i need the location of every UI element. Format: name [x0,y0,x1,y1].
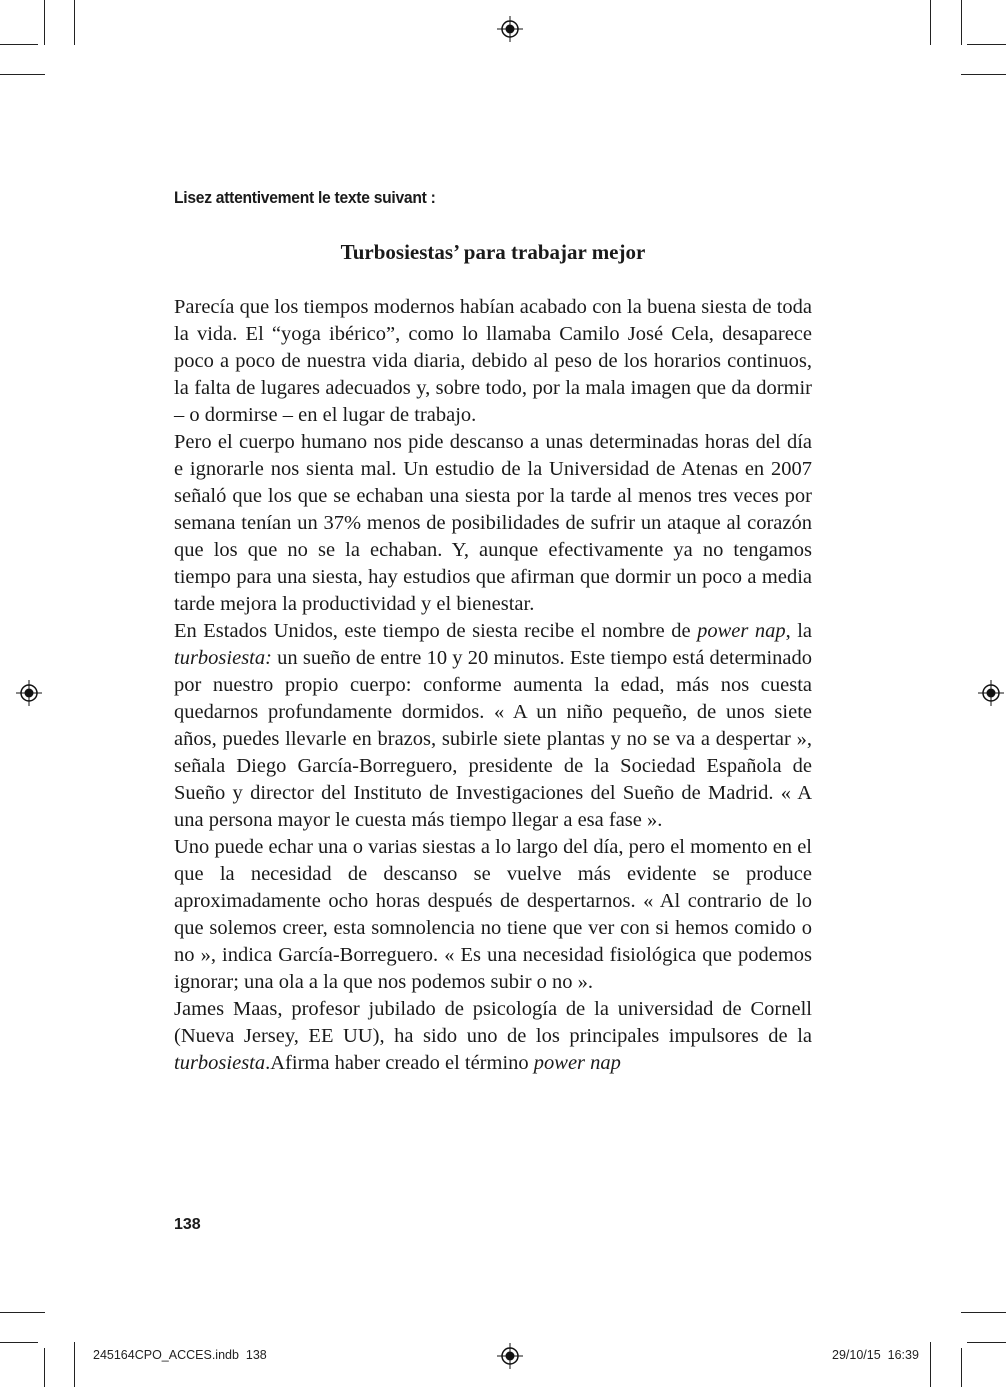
registration-mark-icon [978,680,1004,706]
article-body [174,294,812,1077]
paragraph [174,834,812,996]
crop-mark [961,1348,962,1387]
italic-run: power nap [533,1052,621,1074]
paragraph [174,618,812,834]
crop-mark [0,74,45,75]
page-number: 138 [174,1216,201,1233]
slug-timestamp [832,1348,919,1362]
paragraph [174,429,812,618]
crop-mark [967,44,1006,45]
italic-run: turbosiesta: [174,647,272,669]
crop-mark [0,1312,45,1313]
text-run: Uno puede echar una o varias siestas a lo largo del día, pero el momento en el que la necesidad de descanso se vuelve más evidente se produce aproximadamente ocho horas después de despertarnos. « Al contrario de lo que solemos creer, esta somnolencia no tiene que ver con si hemos comido o no », indica García-Borreguero. « Es una necesidad fisiológica que podemos ignorar; una ola a la que nos podemos subir o no ». [174,836,812,993]
instruction-heading: Lisez attentivement le texte suivant : [174,188,436,207]
text-run: En Estados Unidos, este tiempo de siesta recibe el nombre de [174,620,698,642]
crop-mark [44,0,45,45]
slug-date: 29/10/15 [832,1348,881,1362]
crop-mark [74,1342,75,1387]
article-title: Turbosiestas’ para trabajar mejor [340,240,646,264]
crop-mark [961,74,1006,75]
slug-file [93,1348,267,1362]
text-run: Parecía que los tiempos modernos habían acabado con la buena siesta de toda la vida. El “yoga ibérico”, como lo llamaba Camilo José Cela, desaparece poco a poco de nuestra vida diaria, debido al peso de los horarios continuos, la falta de lugares adecuados y, sobre todo, por la mala imagen que da dormir – o dormirse – en el lugar de trabajo. [174,296,812,426]
slug-filename: 245164CPO_ACCES.indb [93,1348,239,1362]
paragraph [174,996,812,1077]
registration-mark-icon [497,1343,523,1369]
text-run: Pero el cuerpo humano nos pide descanso a unas determinadas horas del día e ignorarle nos sienta mal. Un estudio de la Universidad de Atenas en 2007 señaló que los que se echaban una siesta por la tarde al menos tres veces por semana tenían un 37% menos de posibilidades de sufrir un ataque al corazón que los que no se la echaban. Y, aunque efectivamente ya no tengamos tiempo para una siesta, hay estudios que afirman que dormir un poco a media tarde mejora la productividad y el bienestar. [174,431,812,615]
crop-mark [930,0,931,45]
crop-mark [930,1342,931,1387]
text-run: , la [785,620,813,642]
registration-mark-icon [497,16,523,42]
crop-mark [961,0,962,45]
registration-mark-icon [16,680,42,706]
text-run: James Maas, profesor jubilado de psicología de la universidad de Cornell (Nueva Jersey, EE UU), ha sido uno de los principales impulsores de la [174,998,812,1047]
crop-mark [967,1342,1006,1343]
slug-page: 138 [245,1348,267,1362]
crop-mark [44,1348,45,1387]
crop-mark [961,1312,1006,1313]
italic-run: turbosiesta [174,1052,266,1074]
text-run: .Afirma haber creado el término [265,1052,534,1074]
slug-time: 16:39 [887,1348,919,1362]
crop-mark [74,0,75,45]
paragraph [174,294,812,429]
crop-mark [0,44,38,45]
text-run: un sueño de entre 10 y 20 minutos. Este tiempo está determinado por nuestro propio cuerpo: conforme aumenta la edad, más nos cuesta quedarnos profundamente dormidos. « A un niño pequeño, de unos siete años, puedes llevarle en brazos, subirle siete plantas y no se va a despertar », señala Diego García-Borreguero, presidente de la Sociedad Española de Sueño y director del Instituto de Investigaciones del Sueño de Madrid. « A una persona mayor le cuesta más tiempo llegar a esa fase ». [174,647,812,831]
crop-mark [0,1342,38,1343]
italic-run: power nap [697,620,786,642]
